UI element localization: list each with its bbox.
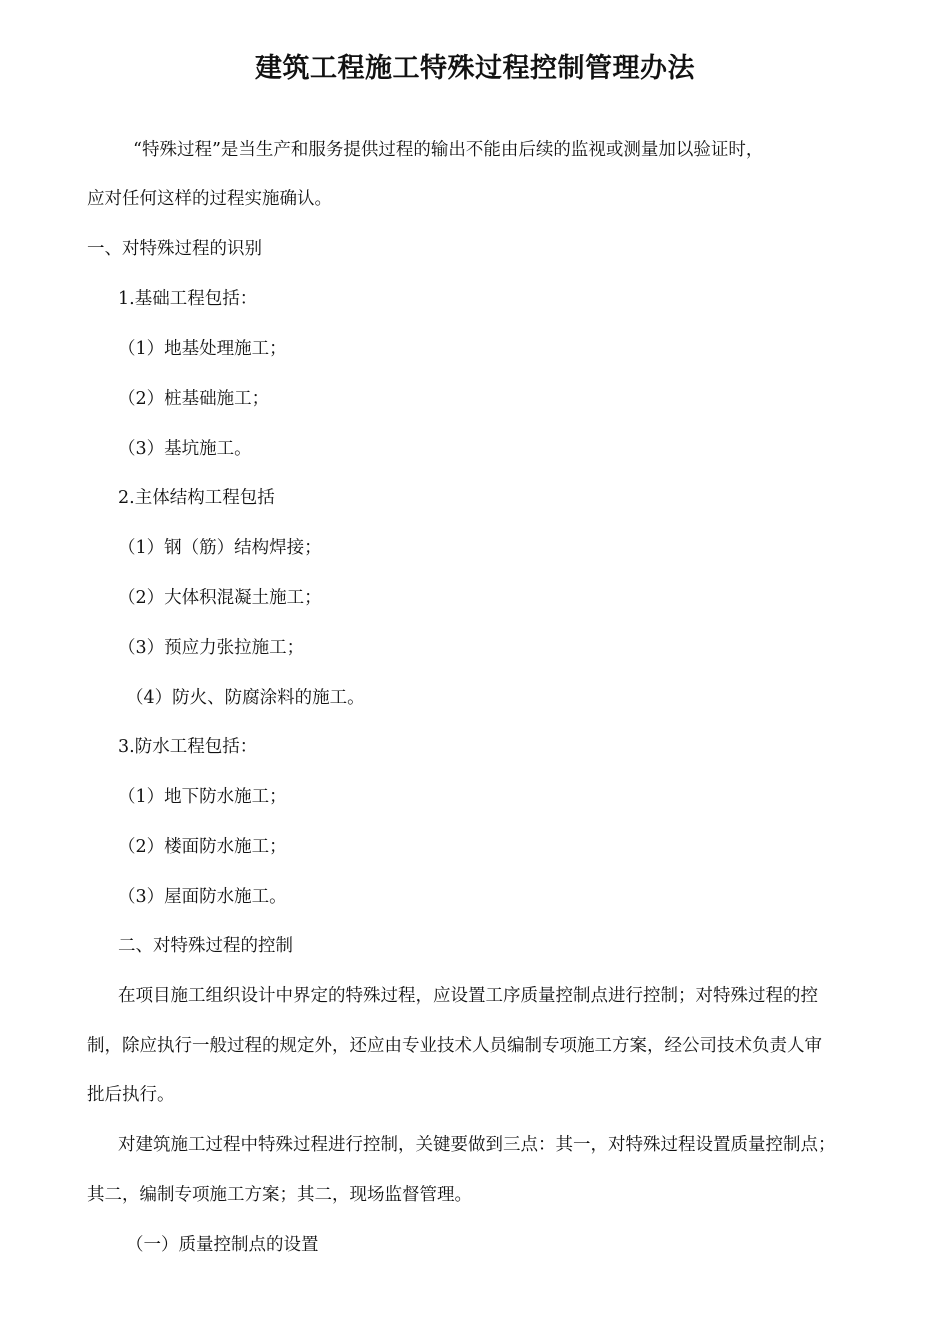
paragraph-control-line-3: 批后执行。	[87, 1085, 175, 1105]
list-item-structure-1: （1）钢（筋）结构焊接；	[118, 538, 322, 558]
list-item-structure-2: （2）大体积混凝土施工；	[118, 588, 322, 608]
subheading-foundation: 1.基础工程包括：	[118, 289, 258, 309]
paragraph-keypoints-line-2: 其二，编制专项施工方案；其二，现场监督管理。	[87, 1185, 472, 1205]
list-item-structure-4: （4）防火、防腐涂料的施工。	[126, 688, 365, 708]
paragraph-control-line-1: 在项目施工组织设计中界定的特殊过程，应设置工序质量控制点进行控制；对特殊过程的控	[118, 986, 818, 1006]
list-item-waterproofing-1: （1）地下防水施工；	[118, 787, 287, 807]
list-item-foundation-2: （2）桩基础施工；	[118, 389, 270, 409]
subheading-main-structure: 2.主体结构工程包括	[118, 488, 275, 508]
list-item-structure-3: （3）预应力张拉施工；	[118, 638, 305, 658]
paragraph-intro-line-1: “特殊过程”是当生产和服务提供过程的输出不能由后续的监视或测量加以验证时，	[133, 140, 764, 160]
section-heading-identification: 一、对特殊过程的识别	[87, 239, 262, 259]
paragraph-control-line-2: 制，除应执行一般过程的规定外，还应由专业技术人员编制专项施工方案，经公司技术负责人审	[87, 1036, 822, 1056]
paragraph-keypoints-line-1: 对建筑施工过程中特殊过程进行控制，关键要做到三点：其一，对特殊过程设置质量控制点；	[118, 1135, 836, 1155]
subheading-waterproofing: 3.防水工程包括：	[118, 737, 258, 757]
subheading-quality-control-points: （一）质量控制点的设置	[126, 1235, 319, 1255]
paragraph-intro-line-2: 应对任何这样的过程实施确认。	[87, 189, 332, 209]
list-item-foundation-1: （1）地基处理施工；	[118, 339, 287, 359]
section-heading-control: 二、对特殊过程的控制	[118, 936, 293, 956]
list-item-waterproofing-2: （2）楼面防水施工；	[118, 837, 287, 857]
document-title: 建筑工程施工特殊过程控制管理办法	[255, 53, 695, 84]
list-item-foundation-3: （3）基坑施工。	[118, 439, 252, 459]
list-item-waterproofing-3: （3）屋面防水施工。	[118, 887, 287, 907]
